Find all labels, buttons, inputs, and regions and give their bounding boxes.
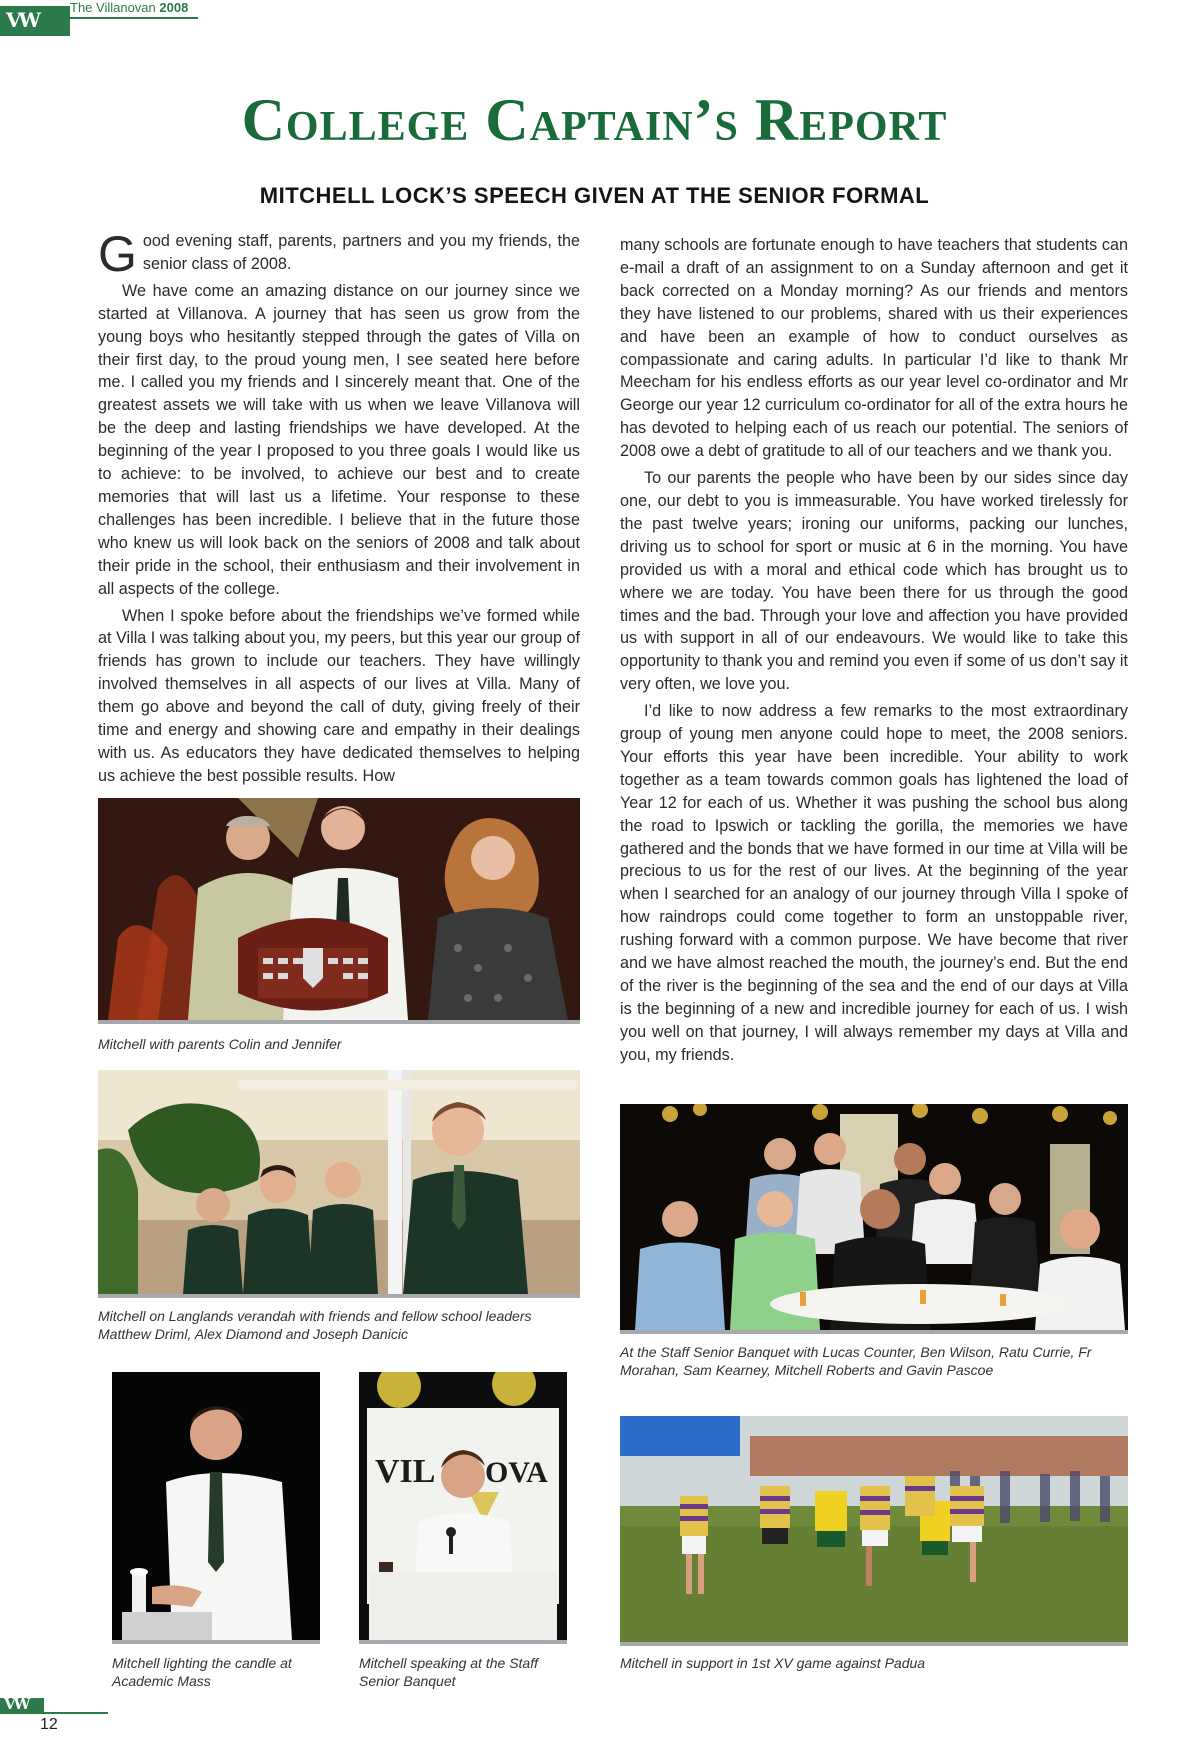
photo-parents-rule [98,1020,580,1024]
footer-logo-mark: VW [4,1695,29,1713]
article-column-right [620,234,1128,1096]
page-number: 12 [40,1716,58,1733]
running-head [70,0,188,15]
photo-speaking [359,1372,567,1640]
caption-verandah: Mitchell on Langlands verandah with friends and fellow school leaders Matthew Driml, Alex Diamond and Joseph Danicic [98,1308,532,1342]
photo-candle [112,1372,320,1640]
caption-speaking: Mitchell speaking at the Staff Senior Banquet [359,1655,538,1689]
banner-text-left: VIL [375,1453,436,1490]
photo-verandah-rule [98,1294,580,1298]
footer-logo [0,1695,44,1714]
caption-candle: Mitchell lighting the candle at Academic Mass [112,1655,292,1689]
photo-rugby-rule [620,1642,1128,1646]
photo-banquet [620,1104,1128,1330]
photo-verandah [98,1070,580,1294]
caption-banquet: At the Staff Senior Banquet with Lucas Counter, Ben Wilson, Ratu Currie, Fr Morahan, Sam Kearney, Mitchell Roberts and Gavin Pascoe [620,1344,1092,1378]
article-paragraph-4: To our parents the people who have been by our sides since day one, our debt to you is immeasurable. You have worked tirelessly for the past twelve years; ironing our uniforms, packing our lunches, driving us to school for sport or music at 6 in the morning. You have provided us with a moral and ethical code which has brought us to where we are today. You have been there for us through the good times and the bad. Through your love and affection you have provided us with support in all of our endeavours. We would like to take this opportunity to thank you and remind you even if some of us don’t say it very often, we love you. [620,469,1128,694]
article-paragraph-3: When I spoke before about the friendships we’ve formed while at Villa I was talking about you, my peers, but this year our group of friends has grown to include our teachers. They have willingly involved themselves in all aspects of our lives at Villa. Many of them go above and beyond the call of duty, giving freely of their time and energy and showing care and empathy in their dealings with us. As educators they have dedicated themselves to helping us achieve the best possible results. How [98,606,580,785]
article-paragraph-1 [98,226,580,282]
article-column-left [98,226,580,790]
publication-year: 2008 [159,0,189,15]
header-rule [70,17,198,19]
paragraph-1-text: ood evening staff, parents, partners and you my friends, the senior class of 2008. [142,232,580,273]
caption-parents: Mitchell with parents Colin and Jennifer [98,1036,342,1052]
article-paragraph-5: I’d like to now address a few remarks to the most extraordinary group of young men anyone could hope to meet, the 2008 seniors. Your efforts this year have been incredible. Your ability to work together as a team towards common goals has lightened the load of Year 12 for each of us. Whether it was pushing the school bus along the road to Ipswich or tackling the gorilla, the memories we have gathered and the bonds that we have formed in our time at Villa will be precious to us for the rest of our lives. At the beginning of the year when I searched for an analogy of our journey through Villa I spoke of how raindrops could come together to form an unstoppable river, rushing forward with a common purpose. We have become that river and we have almost reached the mouth, the journey’s end. But the end of the river is the beginning of the sea and the end of our days at Villa is the beginning of a new and incredible journey for each of us. I wish you well on that journey, I will always remember my days at Villa and you, my friends. [620,702,1128,1064]
logo-mark: VW [6,8,38,32]
banner-text-right: OVA [485,1456,548,1489]
article-subtitle: MITCHELL LOCK’S SPEECH GIVEN AT THE SENIOR FORMAL [259,183,930,208]
article-paragraph-2: We have come an amazing distance on our journey since we started at Villanova. A journey that has seen us grow from the young boys who hesitantly stepped through the gates of Villa on their first day, to the proud young men, I see seated here before me. I called you my friends and I sincerely meant that. One of the greatest assets we will take with us when we leave Villanova will be the deep and lasting friendships we have developed. At the beginning of the year I proposed to you three goals I would like us to achieve: to be involved, to achieve our best and to create memories that will last us a lifetime. Your response to these challenges has been incredible. I believe that in the future those who knew us will look back on the seniors of 2008 and talk about their pride in the school, their enthusiasm and their involvement in all aspects of the college. [98,281,580,598]
photo-banquet-rule [620,1330,1128,1334]
masthead-logo [0,6,70,36]
drop-cap: G [98,226,137,282]
photo-rugby [620,1416,1128,1642]
photo-candle-rule [112,1640,320,1644]
article-paragraph-3-continued: many schools are fortunate enough to have teachers that students can e-mail a draft of an assignment to on a Sunday afternoon and get it back corrected on a Monday morning? As our friends and mentors they have listened to our problems, shared with us their experiences and have been an example of how to conduct ourselves as compassionate and caring adults. In particular I’d like to thank Mr Meecham for his endless efforts as our year level co-ordinator and Mr George our year 12 curriculum co-ordinator for all of the extra hours he has devoted to helping each of us reach our potential. The seniors of 2008 owe a debt of gratitude to all of our teachers and we thank you. [620,236,1128,461]
caption-rugby: Mitchell in support in 1st XV game against Padua [620,1655,926,1671]
publication-name: The Villanovan [70,0,156,15]
page-title: College Captain’s Report [241,87,948,153]
photo-speaking-rule [359,1640,567,1644]
photo-parents [98,798,580,1020]
footer-rule [44,1712,108,1714]
